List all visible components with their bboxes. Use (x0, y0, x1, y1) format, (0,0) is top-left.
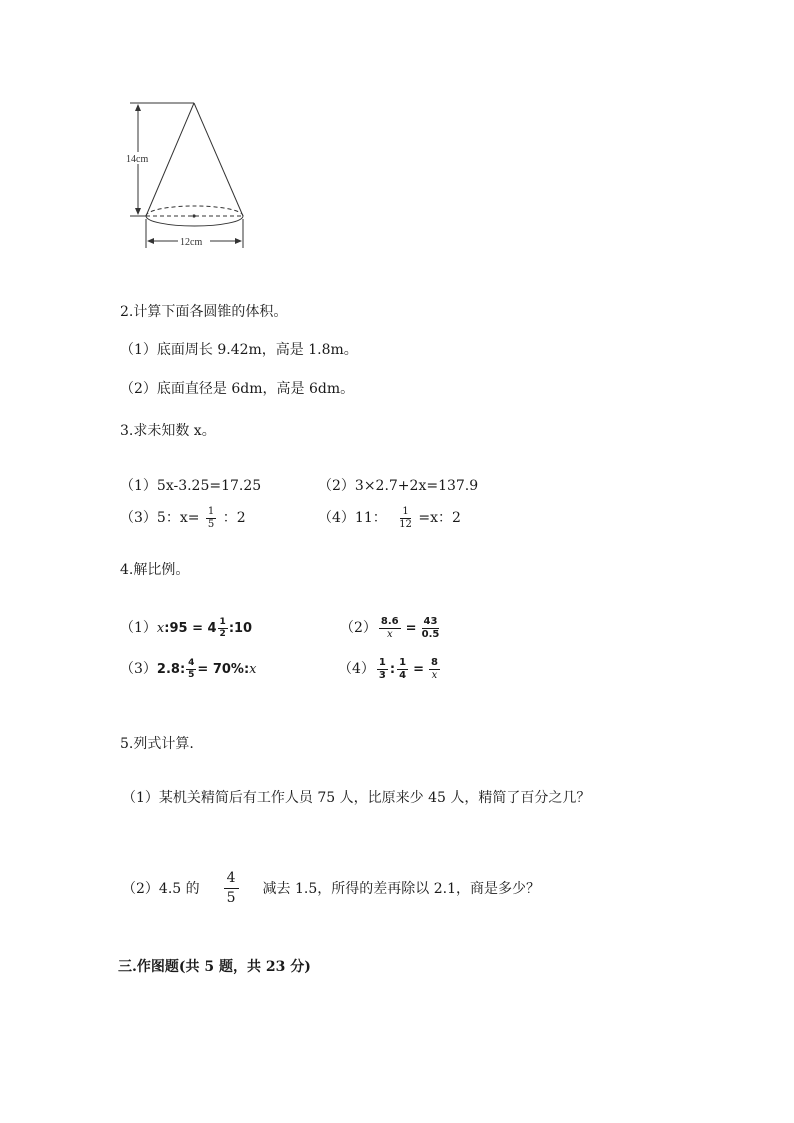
section-three-heading: 三.作图题(共 5 题，共 23 分) (118, 959, 311, 975)
q5-title: 5.列式计算. (120, 736, 194, 752)
q4-part4-fraction-b (397, 658, 408, 681)
diameter-label: 12cm (180, 237, 203, 248)
fraction-numerator: 4 (224, 871, 239, 889)
equals-sign: = (405, 621, 417, 636)
q3-part2: （2）3×2.7+2x=137.9 (318, 478, 479, 494)
q5-part2 (122, 871, 540, 907)
variable-x: x (386, 629, 393, 640)
q3-part3-pre: （3）5：x= (120, 510, 200, 526)
q2-part2: （2）底面直径是 6dm，高是 6dm。 (120, 381, 355, 397)
fraction-denominator: 12 (399, 518, 412, 530)
cone-figure (122, 96, 262, 256)
fraction-numerator: 8.6 (380, 616, 399, 627)
mixed-number-fraction (218, 618, 228, 639)
q4-part3-mid: = 70%: (197, 662, 250, 677)
fraction-numerator: 43 (423, 616, 438, 627)
variable-x: x (431, 670, 438, 681)
q4-part2-left-fraction (379, 617, 401, 640)
q5-part2-fraction (224, 871, 239, 907)
fraction-denominator: 0.5 (421, 629, 440, 640)
fraction-denominator: 4 (399, 670, 407, 681)
fraction-denominator (432, 670, 438, 681)
q5-part1: （1）某机关精简后有工作人员 75 人，比原来少 45 人，精简了百分之几？ (122, 790, 591, 806)
q2-part1: （1）底面周长 9.42m，高是 1.8m。 (120, 342, 358, 358)
fraction-numerator: 1 (399, 657, 407, 668)
fraction-numerator: 1 (207, 505, 215, 517)
q5-part2-post: 减去 1.5，所得的差再除以 2.1，商是多少？ (262, 880, 540, 897)
q4-part2-label: （2） (340, 620, 377, 636)
q5-part2-pre: （2）4.5 的 (122, 880, 200, 897)
fraction-denominator (387, 629, 393, 640)
q4-part1-label: （1） (120, 620, 157, 636)
q3-part3 (120, 506, 246, 530)
q3-part3-fraction (206, 507, 216, 530)
fraction-denominator: 5 (207, 518, 215, 530)
q4-part1 (120, 615, 252, 642)
q4-part3-label: （3） (120, 661, 157, 677)
fraction-numerator: 4 (188, 658, 195, 668)
q4-part4-fraction-a (377, 658, 388, 681)
fraction-numerator: 1 (402, 505, 409, 517)
fraction-numerator: 1 (378, 657, 386, 668)
q2-title: 2.计算下面各圆锥的体积。 (120, 304, 288, 320)
fraction-denominator: 5 (188, 670, 195, 680)
variable-x: x (249, 662, 257, 677)
fraction-denominator: 2 (219, 629, 226, 639)
q4-part4 (338, 653, 442, 686)
q4-part1-mid: :95 = 4 (164, 621, 217, 636)
equals-sign: = (413, 662, 424, 677)
fraction-denominator: 5 (226, 890, 236, 907)
q4-part2-right-fraction (422, 617, 440, 640)
q4-title: 4.解比例。 (120, 562, 190, 578)
height-label: 14cm (126, 154, 149, 165)
q4-part3 (120, 655, 257, 684)
q4-part3-fraction (186, 659, 196, 680)
q3-part4-pre: （4）11： (318, 510, 387, 526)
fraction-numerator: 8 (430, 657, 438, 668)
q3-title: 3.求未知数 x。 (120, 423, 216, 439)
colon: : (389, 662, 396, 677)
q3-part4 (318, 506, 461, 530)
q4-part4-fraction-c (429, 658, 440, 681)
q4-part4-label: （4） (338, 661, 375, 677)
q3-part1: （1）5x-3.25=17.25 (120, 478, 262, 494)
q4-part3-pre: 2.8: (156, 662, 186, 677)
q4-part2 (340, 612, 441, 645)
fraction-numerator: 1 (219, 617, 226, 627)
q3-part4-post: =x：2 (418, 510, 461, 526)
variable-x: x (156, 621, 165, 636)
q3-part4-fraction (399, 507, 412, 530)
fraction-denominator: 3 (378, 670, 386, 681)
q4-part1-end: :10 (228, 621, 253, 636)
q3-part3-post: ：2 (222, 510, 246, 526)
